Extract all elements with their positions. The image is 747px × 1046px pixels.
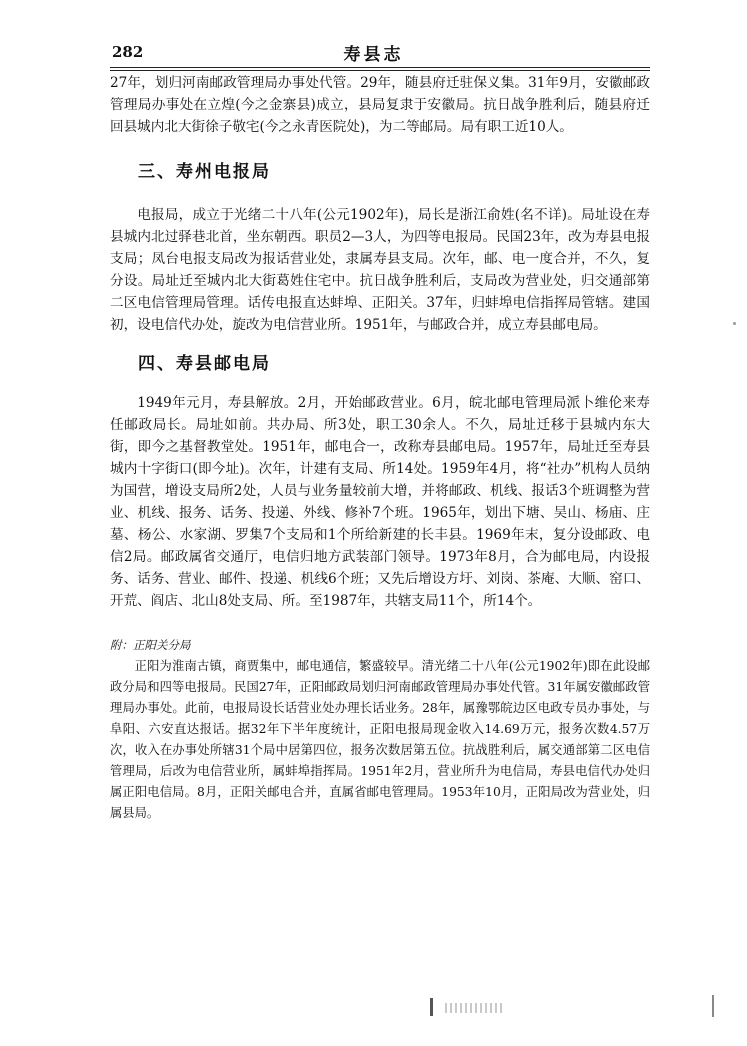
running-title: 寿县志 [343, 45, 404, 65]
page-content [110, 72, 650, 824]
scan-artifact-dots [445, 1003, 505, 1013]
scan-artifact-edge-mark [712, 995, 714, 1017]
intro-paragraph: 27年，划归河南邮政管理局办事处代管。29年，随县府迁驻保义集。31年9月，安徽邮政管理局办事处在立煌(今之金寨县)成立，县局复隶于安徽局。抗日战争胜利后，随县府迁回县城内北大街徐子敬宅(今之永青医院处)，为二等邮局。局有职工近10人。 [110, 75, 650, 135]
page-number: 282 [112, 43, 144, 61]
section-body-telegraph-bureau: 电报局，成立于光绪二十八年(公元1902年)，局长是浙江俞姓(名不详)。局址设在寿县城内北过驿巷北首，坐东朝西。职员2—3人，为四等电报局。民国23年，改为寿县电报支局；凤台电报支局改为报话营业处，隶属寿县支局。次年，邮、电一度合并，不久，复分设。局址迁至城内北大街葛姓住宅中。抗日战争胜利后，支局改为营业处，归交通部第二区电信管理局管理。话传电报直达蚌埠、正阳关。37年，归蚌埠电信指挥局管辖。建国初，设电信代办处，旋改为电信营业所。1951年，与邮政合并，成立寿县邮电局。 [110, 207, 650, 333]
section-heading-post-telecom-bureau: 四、寿县邮电局 [138, 354, 271, 374]
header-rule [110, 67, 650, 71]
scan-artifact-bar [430, 998, 433, 1016]
section-heading-telegraph-bureau: 三、寿州电报局 [138, 162, 271, 182]
section-body-post-telecom-bureau: 1949年元月，寿县解放。2月，开始邮政营业。6月，皖北邮电管理局派卜维伦来寿任邮政局长。局址如前。共办局、所3处，职工30余人。不久，局址迁移于县城内东大街，即今之基督教堂处。1951年，邮电合一，改称寿县邮电局。1957年，局址迁至寿县城内十字街口(即今址)。次年，计建有支局、所14处。1959年4月，将“社办”机构人员纳为国营，增设支局所2处，人员与业务量较前大增，并将邮政、机线、报话3个班调整为营业、机线、报务、话务、投递、外线、修补7个班。1965年，划出下塘、吴山、杨庙、庄墓、杨公、水家湖、罗集7个支局和1个所给新建的长丰县。1969年末，复分设邮政、电信2局。邮政属省交通厅，电信归地方武装部门领导。1973年8月，合为邮电局，内设报务、话务、营业、邮件、投递、机线6个班；又先后增设方圩、刘岗、茶庵、大顺、窑口、开荒、阎店、北山8处支局、所。至1987年，共辖支局11个，所14个。 [110, 395, 650, 609]
appendix-body: 正阳为淮南古镇，商贾集中，邮电通信，繁盛较早。清光绪二十八年(公元1902年)即在此设邮政分局和四等电报局。民国27年，正阳邮政局划归河南邮政管理局办事处代管。31年属安徽邮政管理局办事处。此前，电报局设长话营业处办理长话业务。28年，属豫鄂皖边区电政专员办事处，与阜阳、六安直达报话。据32年下半年度统计，正阳电报局现金收入14.69万元，报务次数4.57万次，收入在办事处所辖31个局中居第四位，报务次数居第五位。抗战胜利后，属交通部第二区电信管理局，后改为电信营业所，属蚌埠指挥局。1951年2月，营业所升为电信局，寿县电信代办处归属正阳电信局。8月，正阳关邮电合并，直属省邮电管理局。1953年10月，正阳局改为营业处，归属县局。 [110, 659, 650, 820]
appendix-title: 附：正阳关分局 [110, 638, 191, 652]
scan-artifact-speck [733, 322, 736, 325]
